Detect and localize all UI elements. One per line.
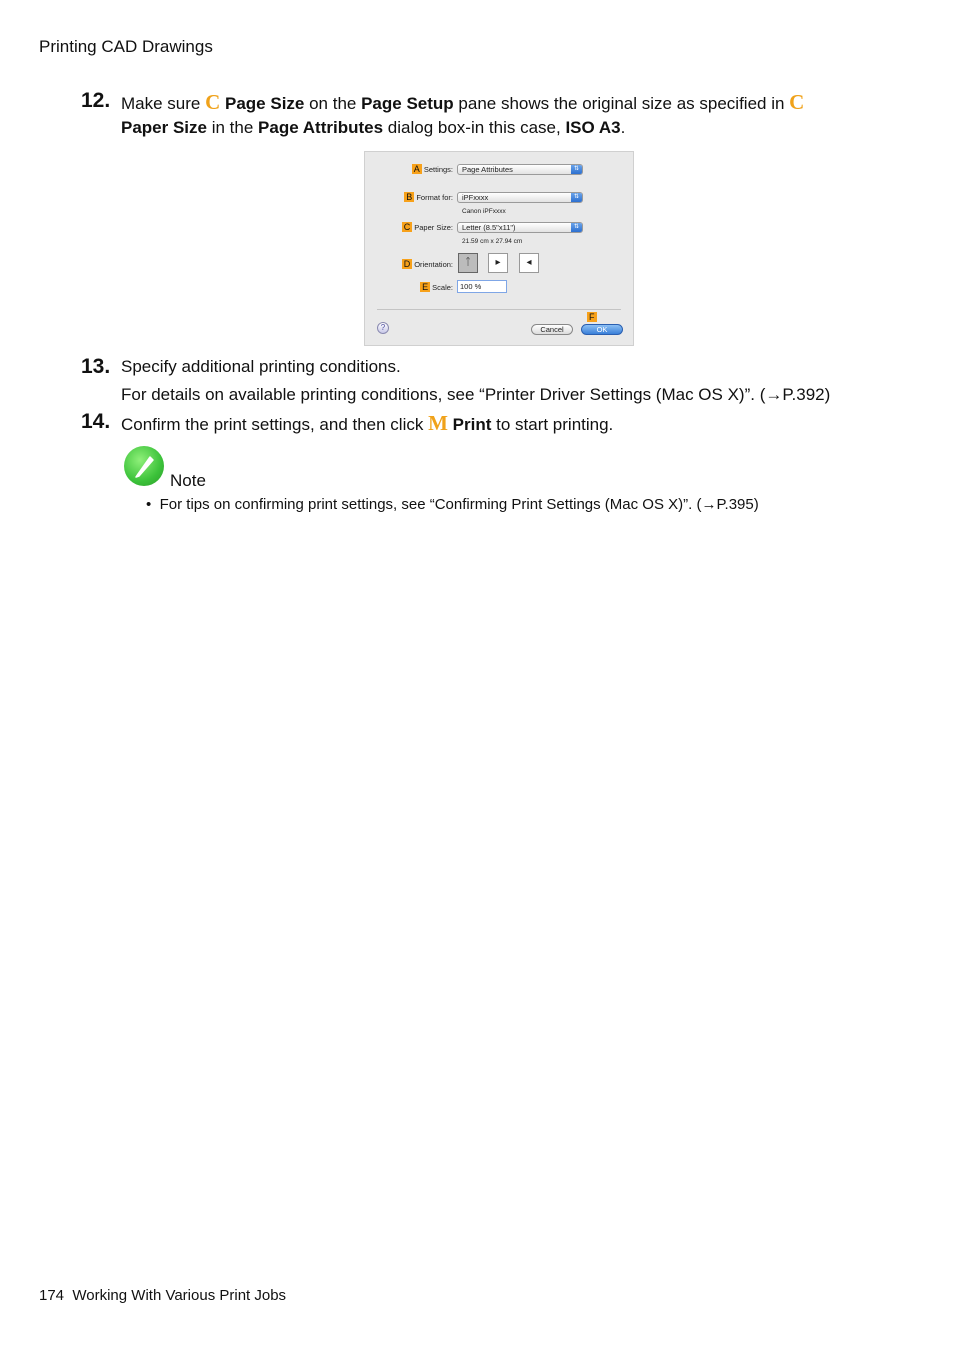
- paper-size-label-text: Paper Size:: [414, 223, 453, 232]
- note-text: For tips on confirming print settings, see “Confirming Print Settings (Mac OS X)”. (→P.395): [159, 496, 759, 513]
- dialog-divider: [377, 309, 621, 310]
- orientation-label: [375, 259, 453, 269]
- paper-size-popup[interactable]: [457, 222, 583, 233]
- step-12-bold: ISO A3: [565, 118, 621, 137]
- paper-size-value: Letter (8.5"x11"): [462, 223, 516, 232]
- step-12-text: .: [620, 118, 626, 137]
- cancel-button[interactable]: Cancel: [531, 324, 573, 335]
- badge-c: C: [403, 222, 411, 232]
- paper-size-label: [375, 222, 453, 232]
- format-for-popup[interactable]: [457, 192, 583, 203]
- scale-label: [375, 282, 453, 292]
- popup-arrows-icon: ⇅: [571, 193, 582, 202]
- page-header-title: Printing CAD Drawings: [39, 37, 213, 56]
- page-setup-dialog: [364, 151, 634, 346]
- step-14-text: to start printing.: [491, 415, 614, 434]
- page-number: 174: [39, 1287, 65, 1304]
- step-14-line: [121, 411, 613, 436]
- step-12-text: in the: [207, 118, 259, 137]
- portrait-icon: ᛏ: [465, 257, 471, 268]
- format-for-label-text: Format for:: [416, 193, 453, 202]
- key-c-icon: C: [205, 90, 221, 114]
- popup-arrows-icon: ⇅: [571, 223, 582, 232]
- scale-label-text: Scale:: [432, 283, 453, 292]
- step-13-number: 13.: [81, 355, 111, 378]
- step-12-text: pane shows the original size as specified in: [453, 94, 790, 113]
- note-pencil-icon: [124, 446, 164, 486]
- step-12-bold: Page Size: [225, 94, 305, 113]
- settings-popup[interactable]: [457, 164, 583, 175]
- badge-d: D: [403, 259, 411, 269]
- step-12-bold: Paper Size: [121, 118, 207, 137]
- step-12-text: Make sure: [121, 94, 206, 113]
- step-12-number: 12.: [81, 89, 111, 112]
- badge-a: A: [413, 164, 420, 174]
- badge-b: B: [406, 192, 413, 202]
- ok-button[interactable]: OK: [581, 324, 623, 335]
- format-for-printer-name: Canon iPFxxxx: [462, 208, 506, 215]
- orientation-label-text: Orientation:: [414, 260, 453, 269]
- page-footer: [39, 1287, 286, 1304]
- key-m-icon: M: [428, 411, 448, 435]
- landscape-icon: ▸: [495, 257, 501, 268]
- step-14-bold: Print: [452, 415, 492, 434]
- step-13-line-1: Specify additional printing conditions.: [121, 357, 401, 376]
- step-12-text: dialog box-in this case,: [383, 118, 566, 137]
- popup-arrows-icon: ⇅: [571, 165, 582, 174]
- step-14-text: Confirm the print settings, and then click: [121, 415, 429, 434]
- orientation-landscape-button[interactable]: [488, 253, 508, 273]
- settings-value: Page Attributes: [462, 165, 513, 174]
- step-12-line-1: [121, 90, 804, 115]
- step-13-line-2: For details on available printing conditions, see “Printer Driver Settings (Mac OS X)”. (→P.392): [121, 385, 831, 404]
- help-button[interactable]: ?: [377, 322, 389, 334]
- paper-size-dimensions: 21.59 cm x 27.94 cm: [462, 238, 523, 245]
- bullet-icon: •: [146, 496, 152, 513]
- step-12-text: on the: [304, 94, 362, 113]
- settings-label-text: Settings:: [423, 165, 453, 174]
- step-12-line-2: [121, 118, 625, 138]
- settings-label: [375, 164, 453, 174]
- note-label: Note: [170, 471, 206, 490]
- badge-e: E: [422, 282, 429, 292]
- format-for-value: iPFxxxx: [462, 193, 489, 202]
- badge-f: F: [589, 312, 595, 322]
- orientation-reverse-landscape-button[interactable]: [519, 253, 539, 273]
- reverse-landscape-icon: ◂: [526, 257, 532, 268]
- scale-input[interactable]: 100 %: [457, 280, 507, 293]
- step-14-number: 14.: [81, 410, 111, 433]
- step-12-bold: Page Attributes: [258, 118, 384, 137]
- format-for-label: [375, 192, 453, 202]
- key-c-icon: C: [789, 90, 805, 114]
- orientation-portrait-button[interactable]: [458, 253, 478, 273]
- note-bullet-item: [146, 496, 759, 513]
- footer-section: Working With Various Print Jobs: [72, 1287, 287, 1304]
- step-12-bold: Page Setup: [361, 94, 454, 113]
